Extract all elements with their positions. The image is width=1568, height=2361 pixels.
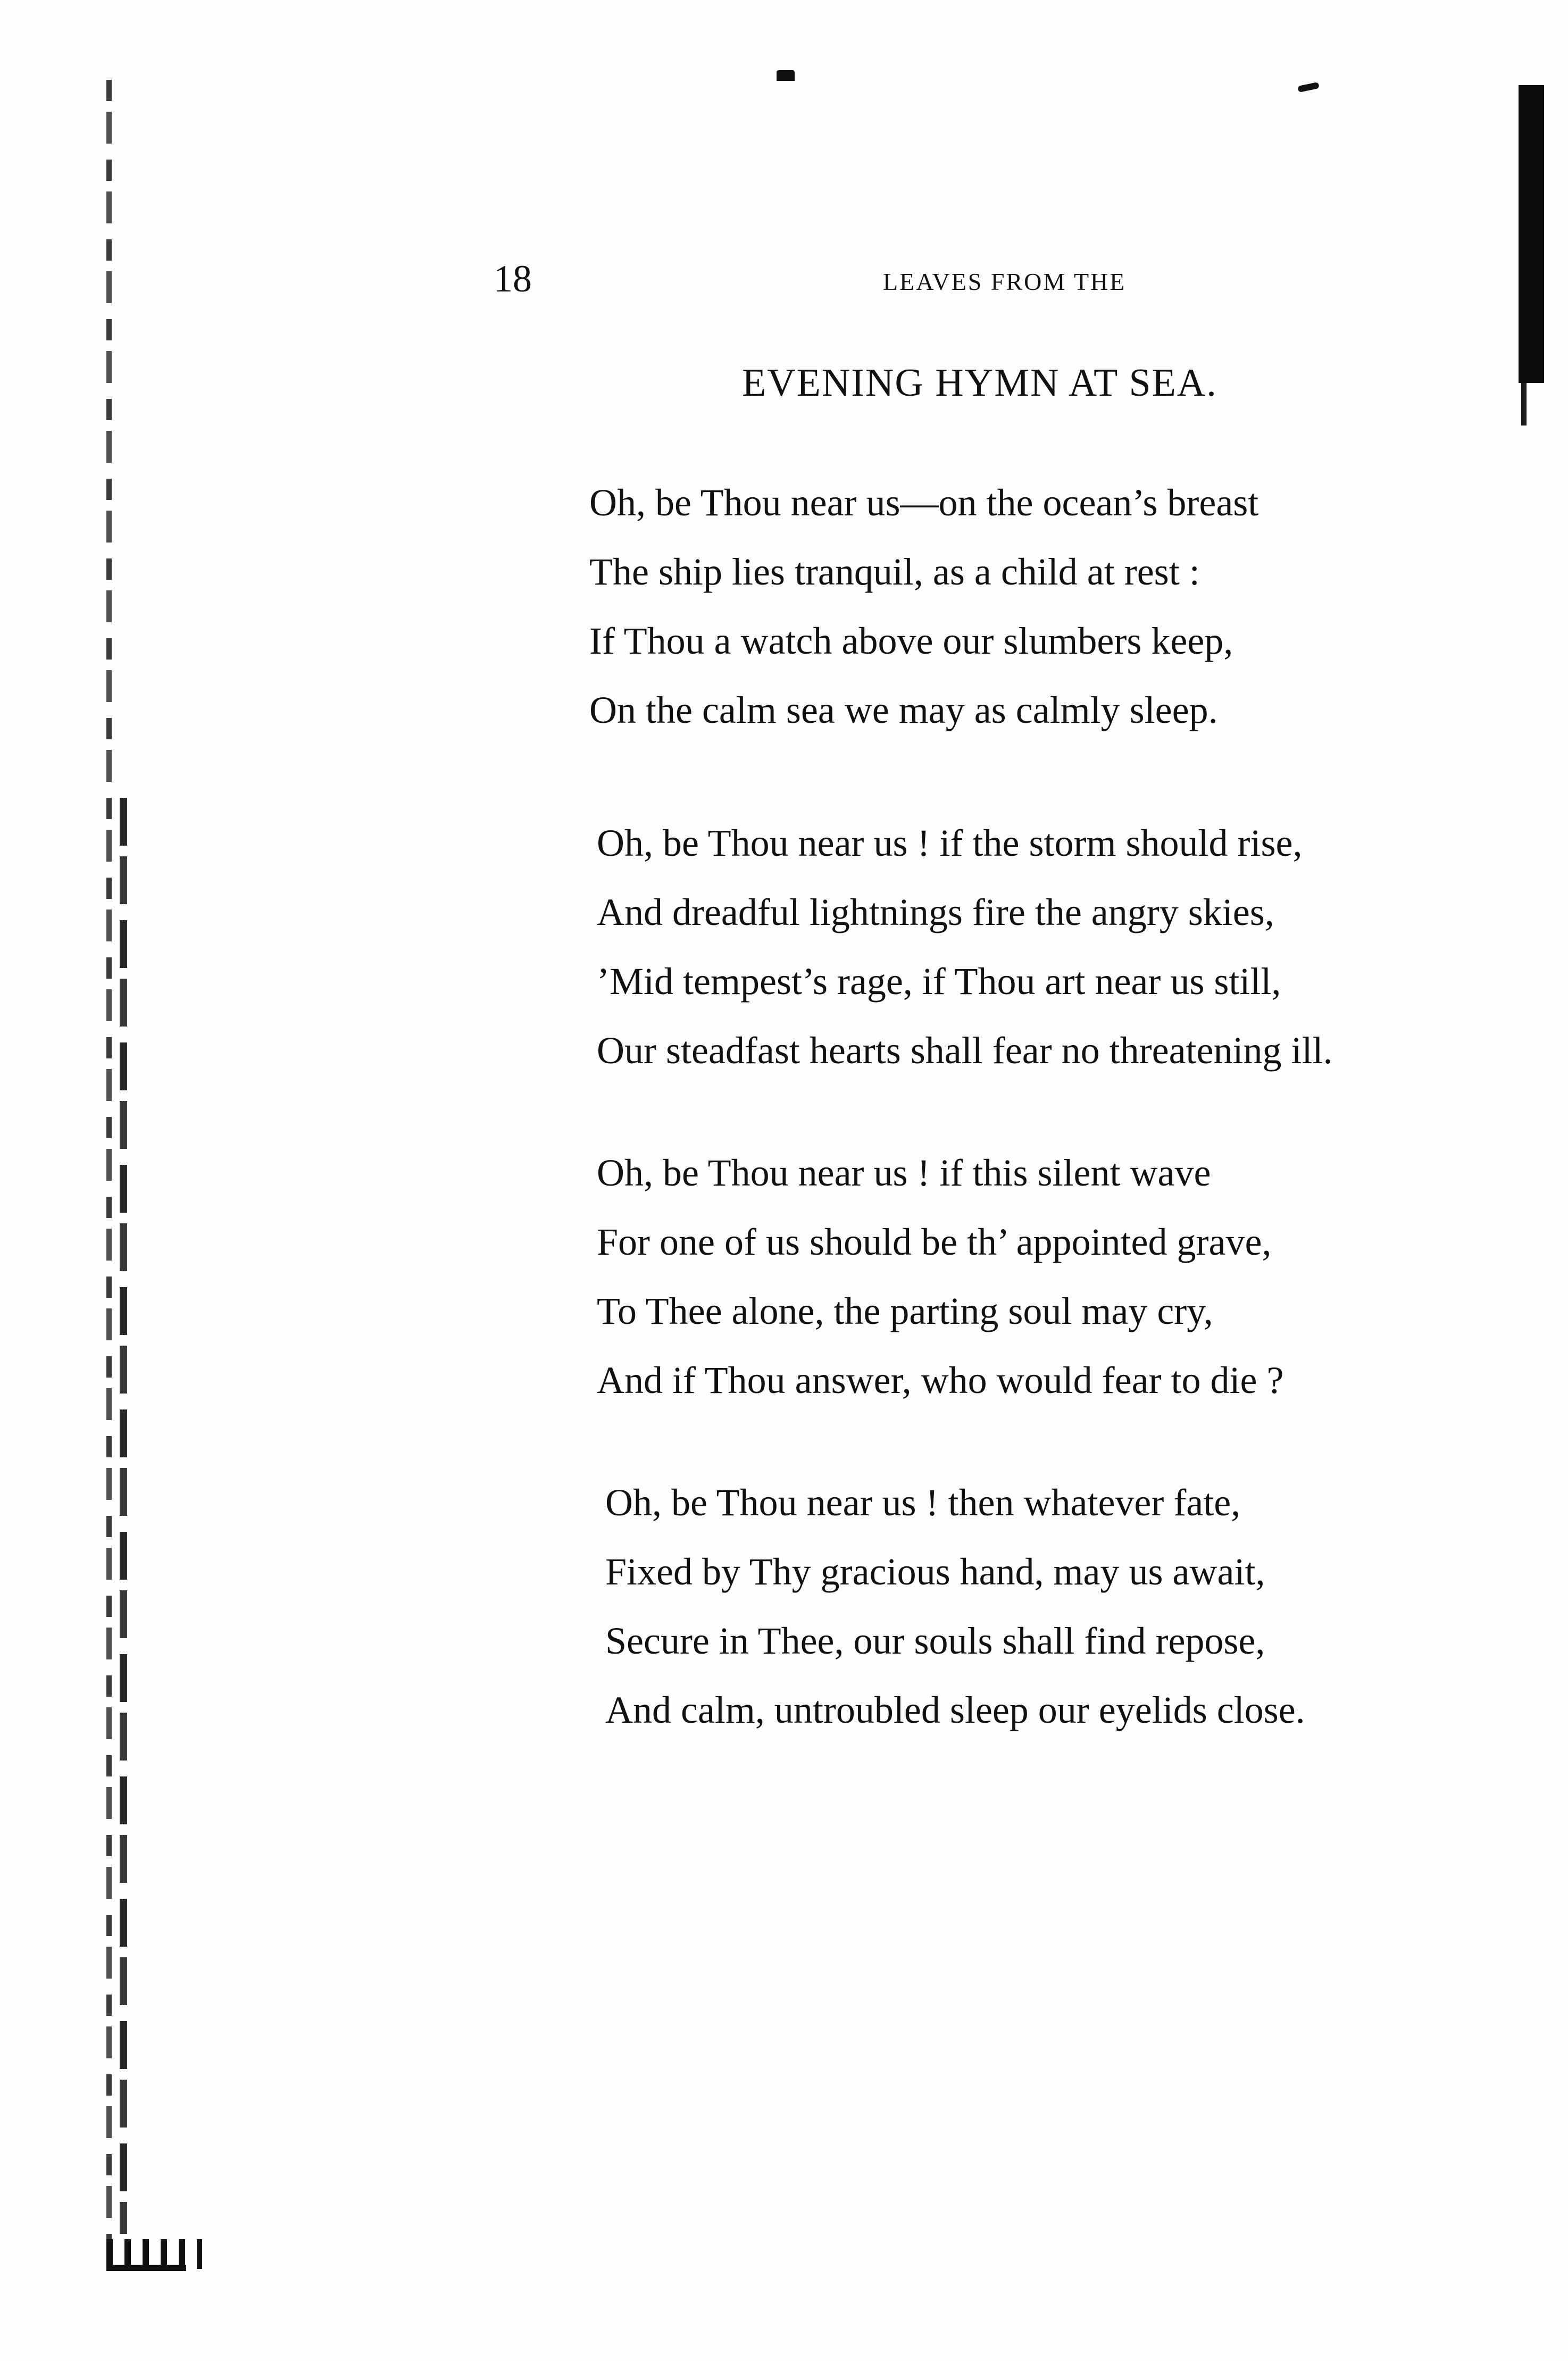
scan-gutter-shadow-inner	[120, 798, 127, 2234]
poem-line: ’Mid tempest’s rage, if Thou art near us still,	[597, 960, 1281, 1003]
poem-line: Oh, be Thou near us ! then whatever fate,	[605, 1481, 1241, 1524]
poem-line: To Thee alone, the parting soul may cry,	[597, 1290, 1213, 1332]
stanza-4	[605, 1468, 1515, 1745]
running-head-text: LEAVES FROM THE	[883, 268, 1127, 295]
poem-title: EVENING HYMN AT SEA.	[742, 361, 1217, 405]
poem-line: The ship lies tranquil, as a child at rest :	[589, 550, 1200, 593]
page-number: 18	[494, 257, 532, 300]
poem-line: And if Thou answer, who would fear to die ?	[597, 1359, 1284, 1401]
stanza-3	[597, 1138, 1515, 1415]
scan-edge-shadow	[1519, 85, 1544, 383]
poem-line: Oh, be Thou near us ! if this silent wave	[597, 1152, 1211, 1194]
scan-gutter-shadow	[106, 80, 112, 2260]
scan-edge-speck	[1521, 383, 1527, 426]
scan-binding-base	[106, 2265, 186, 2271]
poem-line: Our steadfast hearts shall fear no threatening ill.	[597, 1029, 1333, 1072]
scan-ink-blot-top	[777, 70, 795, 81]
poem-line: Fixed by Thy gracious hand, may us await,	[605, 1550, 1265, 1593]
stanza-1	[589, 468, 1515, 745]
poem-body	[589, 468, 1515, 1745]
poem-line: And calm, untroubled sleep our eyelids close.	[605, 1689, 1305, 1731]
stanza-2	[597, 808, 1515, 1085]
poem-line: If Thou a watch above our slumbers keep,	[589, 620, 1233, 662]
poem-line: And dreadful lightnings fire the angry skies,	[597, 891, 1274, 933]
running-head	[883, 269, 1126, 295]
poem-line: Oh, be Thou near us—on the ocean’s breast	[589, 481, 1259, 524]
poem-line: On the calm sea we may as calmly sleep.	[589, 689, 1218, 731]
scan-ink-blot-right	[1297, 82, 1320, 93]
poem-line: Secure in Thee, our souls shall find repose,	[605, 1620, 1265, 1662]
poem-line: Oh, be Thou near us ! if the storm should rise,	[597, 822, 1303, 864]
poem-line: For one of us should be th’ appointed grave,	[597, 1221, 1272, 1263]
